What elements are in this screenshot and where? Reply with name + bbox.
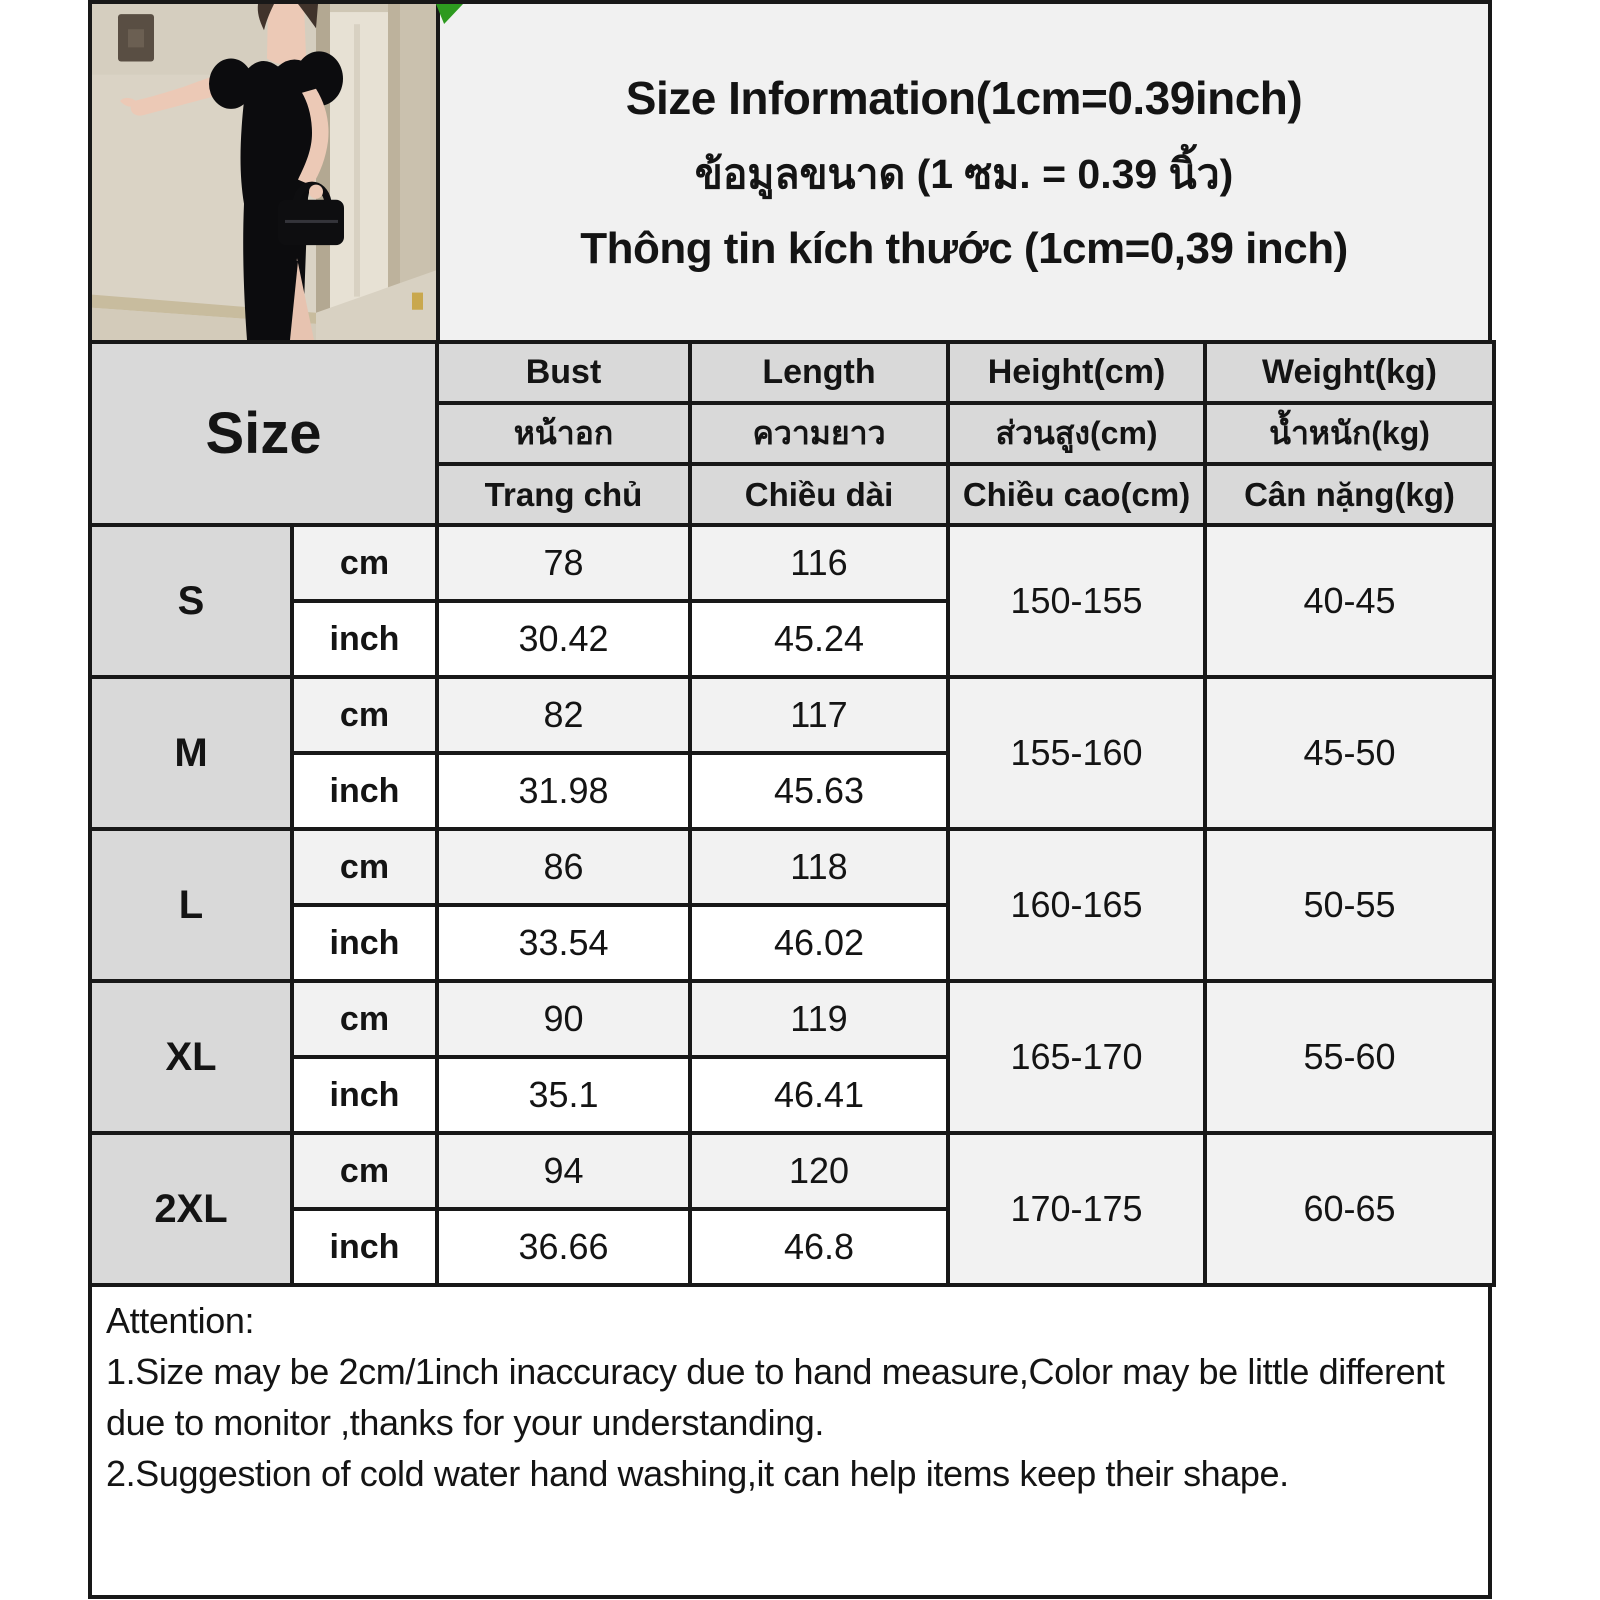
attention-box xyxy=(88,1287,1492,1599)
row-l-cm xyxy=(90,829,1494,905)
top-section xyxy=(88,0,1492,340)
s-weight-range: 40-45 xyxy=(1205,525,1494,677)
unit-inch-2xl: inch xyxy=(292,1209,437,1285)
attention-note-2: 2.Suggestion of cold water hand washing,it can help items keep their shape. xyxy=(106,1453,1289,1495)
l-length-cm: 118 xyxy=(690,829,948,905)
size-cell-m: M xyxy=(90,677,292,829)
unit-cm-s: cm xyxy=(292,525,437,601)
2xl-height-range: 170-175 xyxy=(948,1133,1205,1285)
2xl-weight-range: 60-65 xyxy=(1205,1133,1494,1285)
unit-cm-xl: cm xyxy=(292,981,437,1057)
2xl-bust-inch: 36.66 xyxy=(437,1209,690,1285)
xl-height-range: 165-170 xyxy=(948,981,1205,1133)
unit-inch-s: inch xyxy=(292,601,437,677)
m-length-cm: 117 xyxy=(690,677,948,753)
l-bust-inch: 33.54 xyxy=(437,905,690,981)
xl-bust-cm: 90 xyxy=(437,981,690,1057)
wall-switch xyxy=(118,14,154,61)
s-length-cm: 116 xyxy=(690,525,948,601)
unit-inch-m: inch xyxy=(292,753,437,829)
header-bust-vi: Trang chủ xyxy=(437,464,690,525)
unit-cm-l: cm xyxy=(292,829,437,905)
header-length-en: Length xyxy=(690,342,948,403)
header-height-vi: Chiều cao(cm) xyxy=(948,464,1205,525)
l-length-inch: 46.02 xyxy=(690,905,948,981)
m-bust-cm: 82 xyxy=(437,677,690,753)
m-weight-range: 45-50 xyxy=(1205,677,1494,829)
title-vietnamese: Thông tin kích thước (1cm=0,39 inch) xyxy=(580,223,1348,273)
m-length-inch: 45.63 xyxy=(690,753,948,829)
size-table xyxy=(88,340,1496,1287)
l-bust-cm: 86 xyxy=(437,829,690,905)
row-s-cm xyxy=(90,525,1494,601)
l-weight-range: 50-55 xyxy=(1205,829,1494,981)
header-height-th: ส่วนสูง(cm) xyxy=(948,403,1205,464)
size-cell-s: S xyxy=(90,525,292,677)
unit-inch-xl: inch xyxy=(292,1057,437,1133)
header-length-vi: Chiều dài xyxy=(690,464,948,525)
s-height-range: 150-155 xyxy=(948,525,1205,677)
header-height-en: Height(cm) xyxy=(948,342,1205,403)
unit-cm-m: cm xyxy=(292,677,437,753)
row-m-cm xyxy=(90,677,1494,753)
m-bust-inch: 31.98 xyxy=(437,753,690,829)
unit-cm-2xl: cm xyxy=(292,1133,437,1209)
content-frame xyxy=(88,0,1492,1599)
size-cell-2xl: 2XL xyxy=(90,1133,292,1285)
row-2xl-cm xyxy=(90,1133,1494,1209)
size-cell-l: L xyxy=(90,829,292,981)
corridor-doorway xyxy=(316,4,436,340)
row-xl-cm xyxy=(90,981,1494,1057)
header-weight-th: น้ำหนัก(kg) xyxy=(1205,403,1494,464)
s-bust-inch: 30.42 xyxy=(437,601,690,677)
attention-heading: Attention: xyxy=(106,1300,255,1341)
header-weight-vi: Cân nặng(kg) xyxy=(1205,464,1494,525)
s-length-inch: 45.24 xyxy=(690,601,948,677)
header-length-th: ความยาว xyxy=(690,403,948,464)
xl-length-cm: 119 xyxy=(690,981,948,1057)
s-bust-cm: 78 xyxy=(437,525,690,601)
2xl-bust-cm: 94 xyxy=(437,1133,690,1209)
header-bust-en: Bust xyxy=(437,342,690,403)
title-thai: ข้อมูลขนาด (1 ซม. = 0.39 นิ้ว) xyxy=(694,150,1234,197)
product-photo xyxy=(92,4,440,340)
2xl-length-inch: 46.8 xyxy=(690,1209,948,1285)
header-bust-th: หน้าอก xyxy=(437,403,690,464)
model-photo-illustration xyxy=(92,4,436,340)
m-height-range: 155-160 xyxy=(948,677,1205,829)
xl-bust-inch: 35.1 xyxy=(437,1057,690,1133)
attention-note-1: 1.Size may be 2cm/1inch inaccuracy due to hand measure,Color may be little different due to monitor ,thanks for your understanding. xyxy=(106,1351,1445,1444)
unit-inch-l: inch xyxy=(292,905,437,981)
size-cell-xl: XL xyxy=(90,981,292,1133)
header-row-en xyxy=(90,342,1494,403)
l-height-range: 160-165 xyxy=(948,829,1205,981)
header-weight-en: Weight(kg) xyxy=(1205,342,1494,403)
xl-weight-range: 55-60 xyxy=(1205,981,1494,1133)
xl-length-inch: 46.41 xyxy=(690,1057,948,1133)
size-column-header: Size xyxy=(90,342,437,525)
title-box xyxy=(440,4,1488,340)
2xl-length-cm: 120 xyxy=(690,1133,948,1209)
title-english: Size Information(1cm=0.39inch) xyxy=(625,71,1303,124)
